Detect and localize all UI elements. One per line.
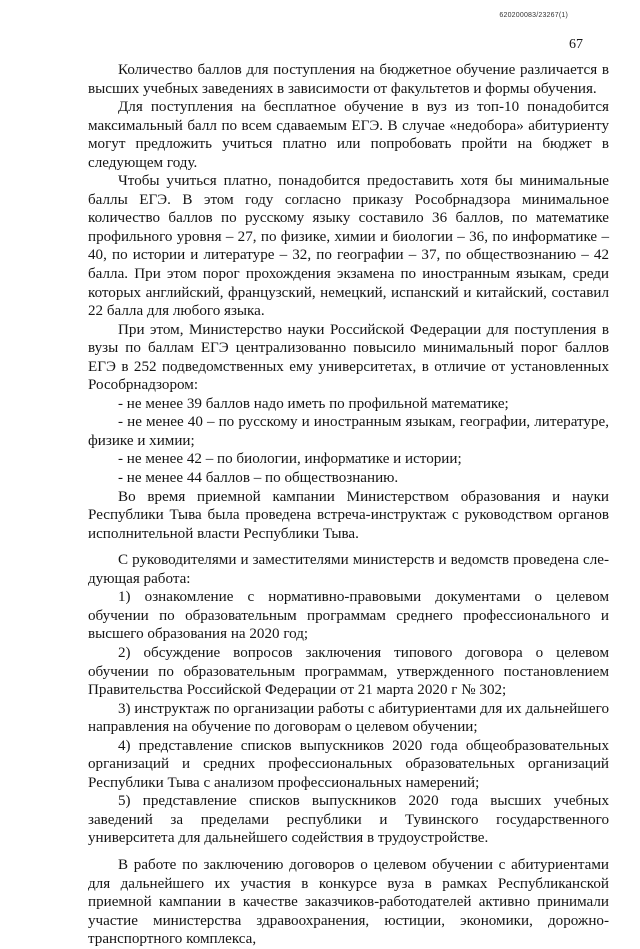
paragraph: С руководителями и заместителями министерств и ведомств проведена следующая работа: <box>88 552 609 587</box>
list-item: - не менее 44 баллов – по обществознанию. <box>118 470 399 487</box>
list-item: 4) представление списков выпускников 2020 года общеобразовательных организаций и средних профессиональных образовательных организаций Республики Тыва с анализом профессиональных намерений; <box>88 737 609 791</box>
list-item: - не менее 40 – по русскому и иностранным языкам, географии, литературе, физике и химии; <box>88 414 609 449</box>
paragraph: При этом, Министерство науки Российской Федерации для поступления в вузы по баллам ЕГЭ централизованно повысило минимальный порог баллов ЕГЭ в 252 подведомственных ему университетах, в отличие от установленных Рособрнадзором: <box>88 321 609 394</box>
page-number: 67 <box>569 37 583 52</box>
paragraph: В работе по заключению договоров о целевом обучении с абитуриентами для дальнейшего их участия в конкурсе вуза в рамках Республиканской приемной кампании в качестве заказчиков-работодателей активно принимали участие министерства здравоохранения, юстиции, экономики, дорожно-транспортного комплекса, <box>88 856 609 948</box>
list-item: - не менее 39 баллов надо иметь по профильной математике; <box>118 395 509 412</box>
list-item: 3) инструктаж по организации работы с абитуриентами для их дальнейшего направления на обучение по договорам о целевом обучении; <box>88 700 609 736</box>
list-item: 1) ознакомление с нормативно-правовыми документами о целевом обучении по образовательным программам среднего профессионального и высшего образования на 2020 год; <box>88 589 609 643</box>
paragraph: Чтобы учиться платно, понадобится предоставить хотя бы минимальные баллы ЕГЭ. В этом году согласно приказу Рособрнадзора минимальное количество баллов по русскому языку составило 36 баллов, по математике профильного уровня – 27, по физике, химии и биологии – 36, по информатике – 40, по истории и литературе – 32, по географии – 37, по обществознанию – 42 балла. При этом порог прохождения экзамена по иностранным языкам, среди которых английский, французский, немецкий, испанский и китайский, составил 22 балла для любого языка. <box>88 173 609 320</box>
list-item: 2) обсуждение вопросов заключения типового договора о целевом обучении по образовательным программам, утвержденного постановлением Правительства Российской Федерации от 21 марта 2020 г № 302; <box>88 644 609 699</box>
list-item: - не менее 42 – по биологии, информатике и истории; <box>118 451 462 468</box>
paragraph: Для поступления на бесплатное обучение в вуз из топ-10 понадобится максимальный балл по всем сдаваемым ЕГЭ. В случае «недобора» абитуриенту могут предложить учиться платно или попробовать пройти на бюджет в следующем году. <box>88 99 609 171</box>
list-item: 5) представление списков выпускников 2020 года высших учебных заведений за пределами республики и Тувинского государственного университета для дальнейшего содействия в трудоустройстве. <box>88 793 609 847</box>
document-id: 620200083/23267(1) <box>499 12 568 19</box>
body-text <box>88 61 609 949</box>
paragraph: Количество баллов для поступления на бюджетное обучение различается в высших учебных заведениях в зависимости от факультетов и формы обучения. <box>88 62 609 97</box>
paragraph: Во время приемной кампании Министерством образования и науки Республики Тыва была проведена встреча-инструктаж с руководством органов исполнительной власти Республики Тыва. <box>88 488 609 542</box>
